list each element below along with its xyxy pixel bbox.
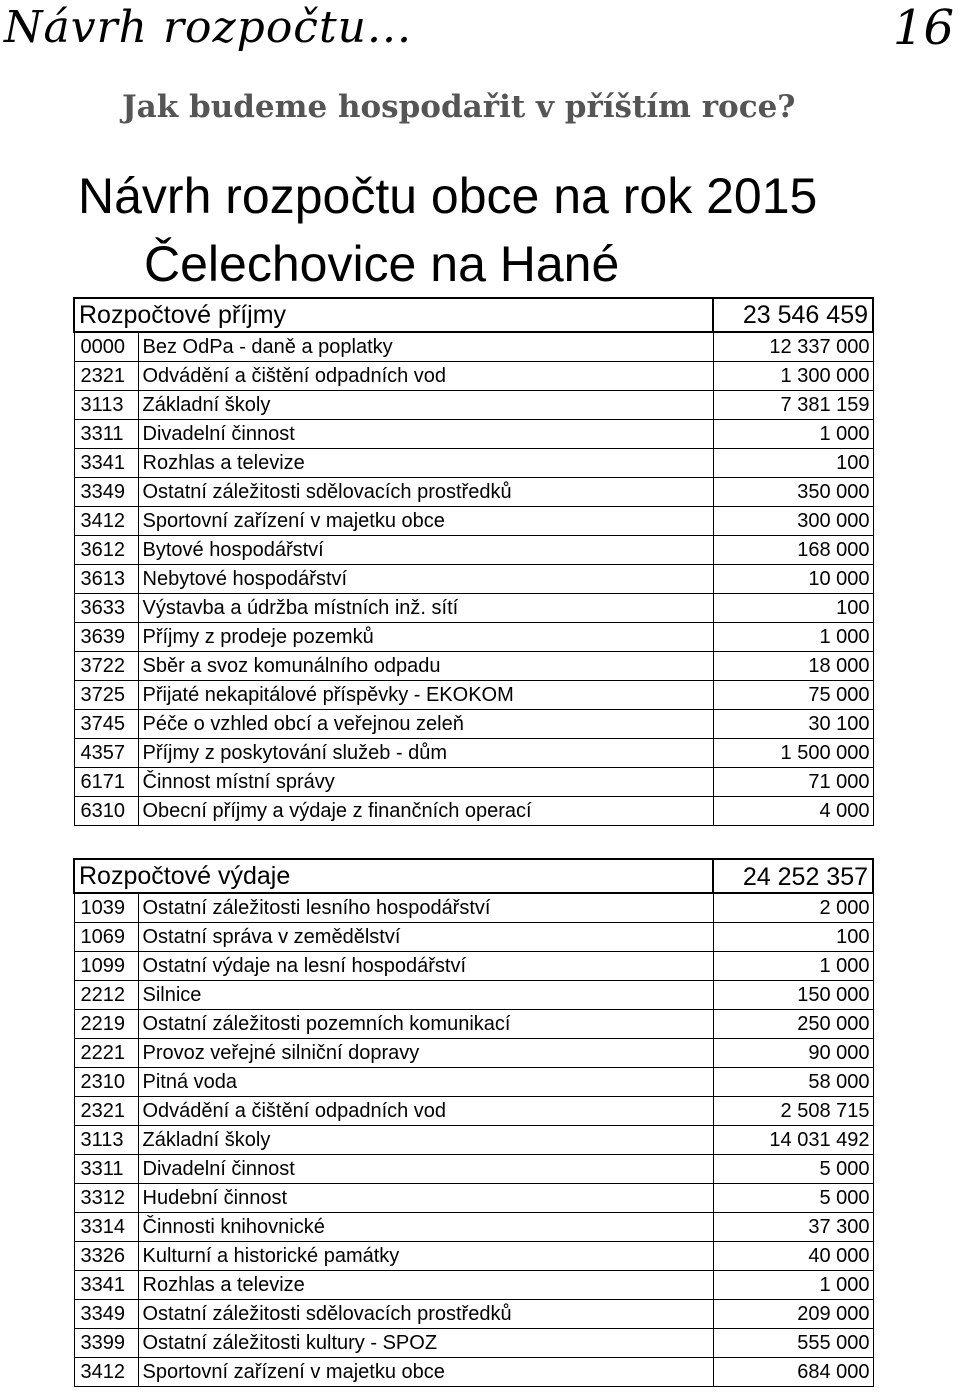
row-amount: 40 000 [713,1242,873,1271]
table-row [74,1358,873,1387]
row-code: 1039 [74,893,138,923]
expense-rows [74,893,873,1387]
row-code: 3399 [74,1329,138,1358]
row-amount: 1 000 [713,1271,873,1300]
table-row [74,449,873,478]
row-code: 3312 [74,1184,138,1213]
income-table [73,297,874,826]
row-code: 3613 [74,565,138,594]
row-amount: 1 300 000 [713,362,873,391]
row-code: 0000 [74,332,138,362]
row-name: Základní školy [138,391,713,420]
table-row [74,478,873,507]
expense-total: 24 252 357 [713,859,873,893]
row-amount: 150 000 [713,981,873,1010]
income-rows [74,332,873,826]
row-amount: 4 000 [713,797,873,826]
row-code: 3341 [74,1271,138,1300]
row-code: 3612 [74,536,138,565]
row-amount: 100 [713,449,873,478]
table-row [74,1242,873,1271]
row-code: 3314 [74,1213,138,1242]
table-row [74,420,873,449]
row-amount: 1 500 000 [713,739,873,768]
row-amount: 100 [713,594,873,623]
row-amount: 1 000 [713,420,873,449]
expense-header-row [74,859,873,893]
row-name: Pitná voda [138,1068,713,1097]
row-name: Obecní příjmy a výdaje z finančních operací [138,797,713,826]
row-code: 3725 [74,681,138,710]
row-amount: 7 381 159 [713,391,873,420]
row-name: Kulturní a historické památky [138,1242,713,1271]
row-code: 3113 [74,391,138,420]
row-code: 2212 [74,981,138,1010]
row-amount: 350 000 [713,478,873,507]
row-name: Činnosti knihovnické [138,1213,713,1242]
page-number: 16 [892,0,954,56]
row-name: Ostatní záležitosti kultury - SPOZ [138,1329,713,1358]
table-row [74,1184,873,1213]
row-name: Sportovní zařízení v majetku obce [138,1358,713,1387]
row-amount: 37 300 [713,1213,873,1242]
row-name: Činnost místní správy [138,768,713,797]
row-code: 1099 [74,952,138,981]
row-name: Výstavba a údržba místních inž. sítí [138,594,713,623]
row-code: 6171 [74,768,138,797]
income-total: 23 546 459 [713,298,873,332]
table-row [74,652,873,681]
row-code: 3326 [74,1242,138,1271]
row-amount: 12 337 000 [713,332,873,362]
row-code: 3311 [74,420,138,449]
table-row [74,623,873,652]
row-code: 3633 [74,594,138,623]
table-row [74,1213,873,1242]
table-row [74,565,873,594]
row-name: Divadelní činnost [138,1155,713,1184]
table-row [74,710,873,739]
row-code: 2321 [74,362,138,391]
table-row [74,1300,873,1329]
table-row [74,981,873,1010]
row-amount: 90 000 [713,1039,873,1068]
table-row [74,391,873,420]
row-amount: 2 508 715 [713,1097,873,1126]
row-name: Ostatní správa v zemědělství [138,923,713,952]
row-code: 3341 [74,449,138,478]
row-amount: 250 000 [713,1010,873,1039]
table-row [74,923,873,952]
row-amount: 18 000 [713,652,873,681]
row-name: Provoz veřejné silniční dopravy [138,1039,713,1068]
row-name: Ostatní výdaje na lesní hospodářství [138,952,713,981]
row-name: Rozhlas a televize [138,449,713,478]
table-row [74,768,873,797]
row-code: 3745 [74,710,138,739]
table-row [74,797,873,826]
row-name: Bytové hospodářství [138,536,713,565]
row-amount: 100 [713,923,873,952]
row-name: Sběr a svoz komunálního odpadu [138,652,713,681]
row-name: Nebytové hospodářství [138,565,713,594]
header-script-title: Návrh rozpočtu... [4,2,412,53]
row-amount: 5 000 [713,1155,873,1184]
table-row [74,594,873,623]
table-row [74,893,873,923]
income-label: Rozpočtové příjmy [74,298,713,332]
row-name: Ostatní záležitosti sdělovacích prostředků [138,1300,713,1329]
row-amount: 300 000 [713,507,873,536]
table-row [74,739,873,768]
row-amount: 1 000 [713,623,873,652]
table-row [74,1039,873,1068]
row-code: 4357 [74,739,138,768]
table-row [74,507,873,536]
table-row [74,536,873,565]
row-name: Divadelní činnost [138,420,713,449]
row-amount: 684 000 [713,1358,873,1387]
row-code: 3311 [74,1155,138,1184]
row-amount: 5 000 [713,1184,873,1213]
row-code: 3113 [74,1126,138,1155]
row-name: Sportovní zařízení v majetku obce [138,507,713,536]
page-title-line2: Čelechovice na Hané [144,236,620,292]
row-name: Ostatní záležitosti sdělovacích prostředků [138,478,713,507]
row-code: 3639 [74,623,138,652]
table-row [74,362,873,391]
row-code: 2221 [74,1039,138,1068]
row-amount: 14 031 492 [713,1126,873,1155]
table-row [74,952,873,981]
table-row [74,1329,873,1358]
row-code: 1069 [74,923,138,952]
row-code: 6310 [74,797,138,826]
row-name: Rozhlas a televize [138,1271,713,1300]
row-amount: 10 000 [713,565,873,594]
row-code: 3349 [74,478,138,507]
row-code: 3722 [74,652,138,681]
expense-label: Rozpočtové výdaje [74,859,713,893]
row-amount: 75 000 [713,681,873,710]
row-amount: 58 000 [713,1068,873,1097]
table-row [74,1068,873,1097]
expense-table [73,858,874,1387]
row-amount: 555 000 [713,1329,873,1358]
income-header-row [74,298,873,332]
row-code: 3349 [74,1300,138,1329]
row-name: Ostatní záležitosti lesního hospodářství [138,893,713,923]
table-row [74,1271,873,1300]
row-name: Odvádění a čištění odpadních vod [138,362,713,391]
row-name: Ostatní záležitosti pozemních komunikací [138,1010,713,1039]
table-row [74,1155,873,1184]
row-amount: 168 000 [713,536,873,565]
table-row [74,1010,873,1039]
row-name: Bez OdPa - daně a poplatky [138,332,713,362]
row-name: Příjmy z poskytování služeb - dům [138,739,713,768]
page-title-line1: Návrh rozpočtu obce na rok 2015 [78,168,818,224]
row-amount: 1 000 [713,952,873,981]
row-name: Odvádění a čištění odpadních vod [138,1097,713,1126]
row-amount: 30 100 [713,710,873,739]
row-code: 2321 [74,1097,138,1126]
row-code: 3412 [74,1358,138,1387]
row-amount: 209 000 [713,1300,873,1329]
row-code: 2219 [74,1010,138,1039]
table-row [74,1126,873,1155]
subtitle: Jak budeme hospodařit v příštím roce? [122,89,796,125]
row-name: Silnice [138,981,713,1010]
row-name: Základní školy [138,1126,713,1155]
row-amount: 2 000 [713,893,873,923]
row-name: Hudební činnost [138,1184,713,1213]
table-row [74,332,873,362]
row-code: 2310 [74,1068,138,1097]
row-name: Péče o vzhled obcí a veřejnou zeleň [138,710,713,739]
table-row [74,681,873,710]
row-code: 3412 [74,507,138,536]
row-amount: 71 000 [713,768,873,797]
row-name: Přijaté nekapitálové příspěvky - EKOKOM [138,681,713,710]
row-name: Příjmy z prodeje pozemků [138,623,713,652]
table-row [74,1097,873,1126]
